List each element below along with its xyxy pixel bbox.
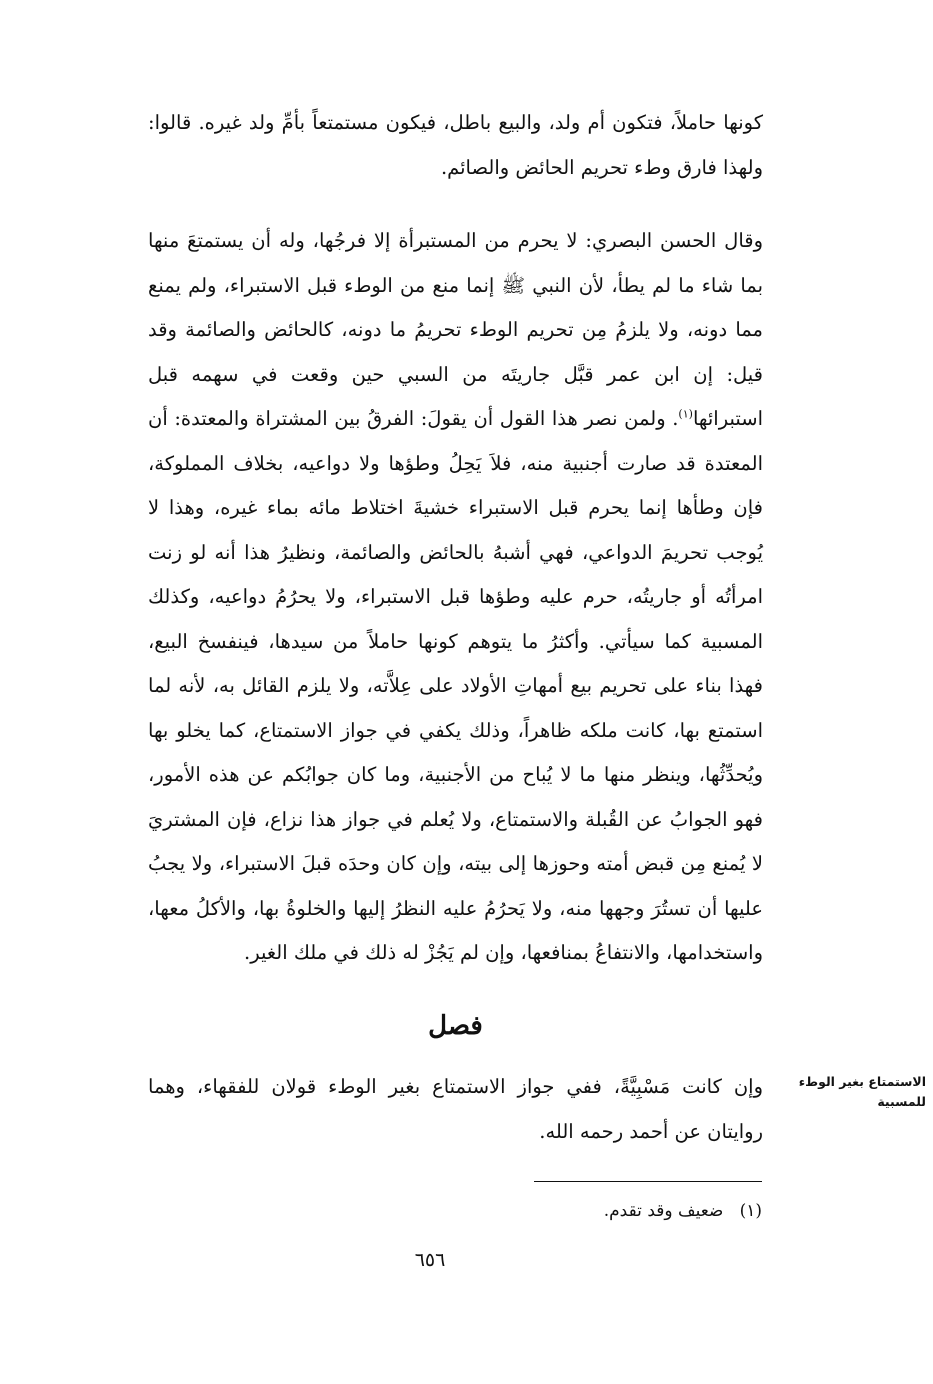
paragraph-text-start: وقال الحسن البصري: لا يحرم من المستبرأة إلا فرجُها، وله أن يستمتعَ منها بما شاء ما لم يطأ، لأن النبي ﷺ إنما منع من الوطء قبل الاستبراء، ولم يمنع مما دونه، ولا يلزمُ مِن تحريم الوطء تحريمُ ما دونه، كالحائض والصائمة وقد قيل: إن ابن عمر قبَّل جاريتَه من السبي حين وقعت في سهمه قبل استبرائها (148, 229, 763, 430)
body-paragraph-3 (148, 1065, 763, 1154)
body-paragraph-1 (148, 101, 763, 190)
paragraph-text: وإن كانت مَسْبِيَّةً، ففي جواز الاستمتاع بغير الوطء قولان للفقهاء، وهما روايتان عن أحمد رحمه الله. (148, 1075, 763, 1143)
footnote-divider (534, 1181, 762, 1182)
page-number: ٦٥٦ (414, 1249, 446, 1271)
footnote-marker: (١) (739, 1201, 762, 1221)
paragraph-text (148, 219, 763, 976)
footnote-text: ضعيف وقد تقدم. (603, 1201, 724, 1221)
margin-note: الاستمتاع بغير الوطء للمسبية (798, 1074, 926, 1109)
paragraph-text-rest: . ولمن نصر هذا القول أن يقولَ: الفرقُ بين المشتراة والمعتدة: أن المعتدة قد صارت أجنبية منه، فلاَ يَحِلُ وطؤها ولا دواعيه، بخلاف المملوكة، فإن وطأها إنما يحرم قبل الاستبراء خشيةَ اختلاط مائه بماء غيره، وهذا لا يُوجب تحريمَ الدواعي، فهي أشبهُ بالحائض والصائمة، ونظيرُ هذا أنه لو زنت امرأتُه أو جاريتُه، حرم عليه وطؤها قبل الاستبراء، ولا يحرُمُ دواعيه، وكذلك المسبية كما سيأتي. وأكثرُ ما يتوهم كونها حاملاً من سيدها، فينفسخ البيع، فهذا بناء على تحريم بيع أمهاتِ الأولاد على عِلاَّته، ولا يلزم القائل به، لأنه لما استمتع بها، كانت ملكه ظاهراً، وذلك يكفي في جواز الاستمتاع، كما يخلو بها ويُحدِّثُها، وينظر منها ما لا يُباح من الأجنبية، وما كان جوابُكم عن هذه الأمور، فهو الجوابُ عن القُبلة والاستمتاع، ولا يُعلم في جواز هذا نزاع، فإن المشتريَ لا يُمنع مِن قبض أمته وحوزها إلى بيته، وإن كان وحدَه قبلَ الاستبراء، ولا يجبُ عليها أن تستُرَ وجهها منه، ولا يَحرُمُ عليه النظرُ إليها والخلوةُ بها، والأكلُ معها، واستخدامها، والانتفاعُ بمنافعها، وإن لم يَجُزْ له ذلك في ملك الغير. (148, 407, 763, 964)
section-heading: فصل (428, 1011, 483, 1041)
footnote (300, 1196, 762, 1226)
footnote-reference[interactable]: (١) (678, 407, 693, 421)
paragraph-text: كونها حاملاً، فتكون أم ولد، والبيع باطل، فيكون مستمتعاً بأمِّ ولد غيره. قالوا: ولهذا فارق وطء تحريم الحائض والصائم. (148, 111, 763, 179)
body-paragraph-2 (148, 219, 763, 976)
